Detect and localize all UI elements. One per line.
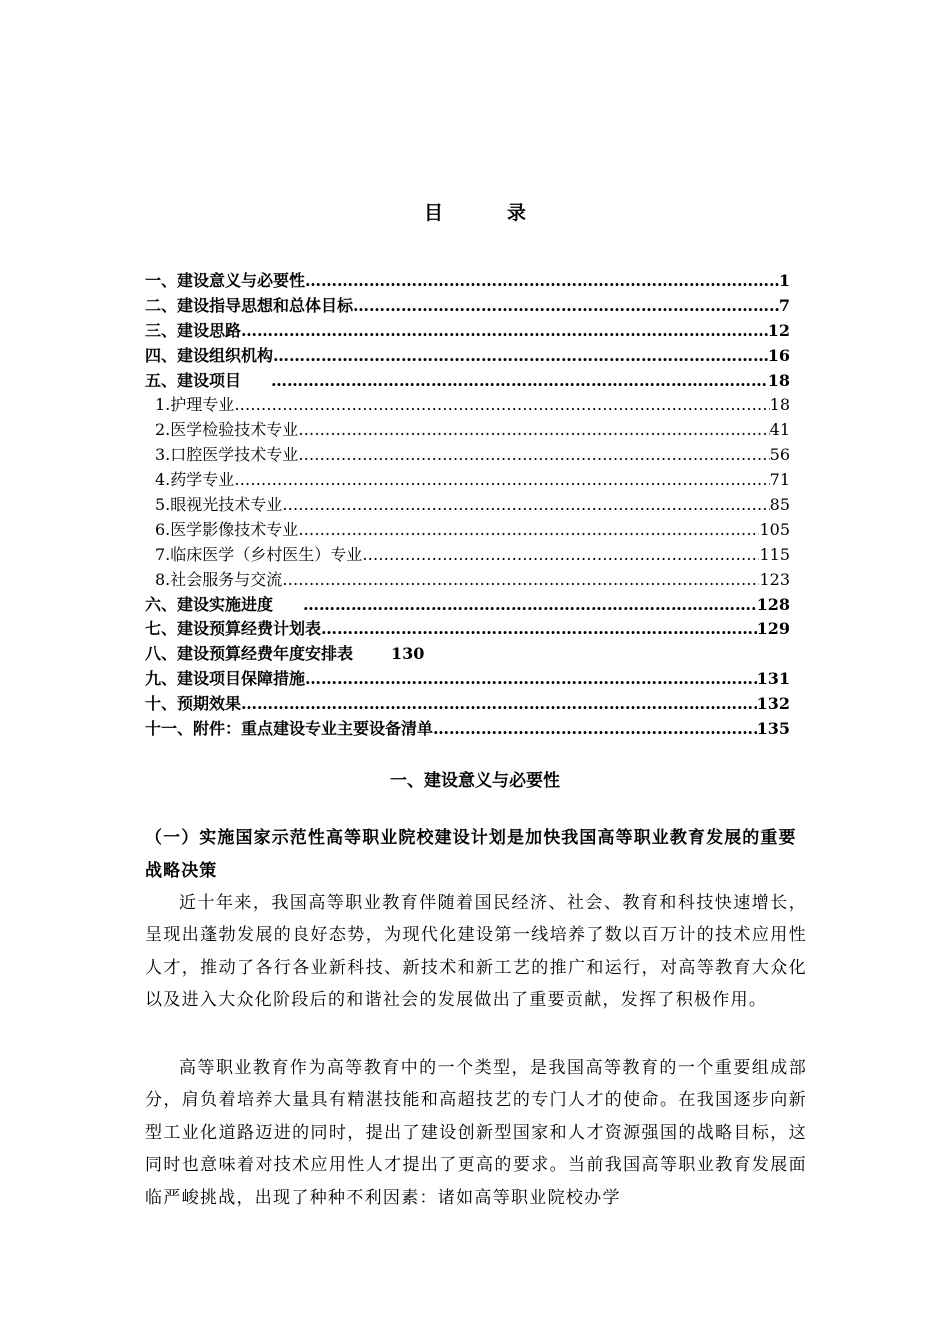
toc-entry[interactable] — [145, 667, 790, 692]
toc-leader-dots — [298, 518, 759, 543]
toc-title-char: 录 — [507, 202, 527, 224]
toc-subentry-number: 7. — [155, 544, 171, 564]
toc-entry-label: 社会服务与交流 — [170, 569, 283, 589]
body-paragraph: 近十年来，我国高等职业教育伴随着国民经济、社会、教育和科技快速增长，呈现出蓬勃发展的良好态势，为现代化建设第一线培养了数以百万计的技术应用性人才，推动了各行各业新科技、新技术和新工艺的推广和运行，对高等教育大众化以及进入大众化阶段后的和谐社会的发展做出了重要贡献，发挥了积极作用。 — [145, 893, 807, 1011]
toc-leader-dots — [273, 344, 768, 369]
toc-entry-page: 41 — [769, 420, 790, 440]
toc-entry[interactable] — [145, 319, 790, 344]
toc-entry-page: 71 — [769, 470, 790, 490]
toc-entry-label: 八、建设预算经费年度安排表 — [145, 644, 354, 664]
toc-leader-dots — [282, 493, 769, 518]
toc-entry-page: 18 — [767, 370, 790, 390]
toc-entry-label: 一、建设意义与必要性 — [145, 270, 306, 290]
toc-entry-label: 四、建设组织机构 — [145, 345, 274, 365]
toc-entry[interactable] — [145, 717, 790, 742]
body-paragraph: 高等职业教育作为高等教育中的一个类型，是我国高等教育的一个重要组成部分，肩负着培养大量具有精湛技能和高超技艺的专门人才的使命。在我国逐步向新型工业化道路迈进的同时，提出了建设创新型国家和人才资源强国的战略目标，这同时也意味着对技术应用性人才提出了更高的要求。当前我国高等职业教育发展面临严峻挑战，出现了种种不利因素：诸如高等职业院校办学 — [145, 1058, 807, 1208]
toc-subentry[interactable] — [145, 418, 790, 443]
toc-subentry[interactable] — [145, 493, 790, 518]
toc-subentry-number: 1. — [155, 395, 171, 415]
toc-subentry[interactable] — [145, 443, 790, 468]
toc-entry-page: 12 — [767, 320, 790, 340]
toc-entry-label: 二、建设指导思想和总体目标 — [145, 295, 354, 315]
toc-subentry[interactable] — [145, 568, 790, 593]
toc-entry[interactable] — [145, 294, 790, 319]
toc-entry-page: 85 — [769, 495, 790, 514]
toc-entry-page: 132 — [756, 694, 790, 714]
toc-leader-dots — [353, 294, 779, 319]
toc-leader-dots — [234, 393, 769, 418]
toc-leader-dots — [241, 319, 768, 344]
toc-title-char: 目 — [423, 202, 443, 224]
toc-entry-page: 16 — [767, 345, 790, 365]
toc-entry[interactable] — [145, 269, 790, 294]
toc-entry-page: 56 — [769, 445, 790, 465]
toc-leader-dots — [305, 269, 779, 294]
toc-leader-dots — [305, 667, 757, 692]
toc-leader-dots — [362, 543, 759, 568]
toc-entry-label: 十一、附件：重点建设专业主要设备清单 — [145, 719, 434, 739]
toc-entry[interactable] — [145, 344, 790, 369]
toc-entry-page: 105 — [759, 519, 790, 539]
toc-subentry[interactable] — [145, 518, 790, 543]
toc-leader-dots — [298, 443, 769, 468]
section-heading: 一、建设意义与必要性 — [390, 771, 560, 791]
toc-leader-dots — [234, 468, 769, 493]
toc-subentry-number: 3. — [155, 445, 171, 465]
toc-subentry-number: 2. — [155, 420, 171, 440]
toc-entry-label: 医学检验技术专业 — [170, 420, 299, 440]
toc-title — [0, 198, 950, 225]
toc-subentry-number: 5. — [155, 495, 171, 514]
toc-entry-page: 1 — [778, 270, 790, 290]
toc-leader-dots — [303, 593, 757, 618]
toc-entry[interactable] — [145, 593, 790, 618]
toc-entry-label: 十、预期效果 — [145, 694, 242, 714]
toc-entry-label: 三、建设思路 — [145, 320, 242, 340]
toc-entry-label: 临床医学（乡村医生）专业 — [170, 544, 363, 564]
toc-entry-label: 药学专业 — [170, 470, 235, 490]
toc-leader-dots — [282, 568, 759, 593]
toc-subentry[interactable] — [145, 393, 790, 418]
toc-entry-label: 五、建设项目 — [145, 370, 242, 390]
toc-subentry-number: 4. — [155, 470, 171, 490]
toc-entry-page: 128 — [756, 594, 790, 614]
toc-subentry-number: 6. — [155, 519, 171, 539]
toc-leader-dots — [321, 617, 757, 642]
toc-subentry[interactable] — [145, 543, 790, 568]
toc-entry-page: 135 — [756, 719, 790, 739]
toc-entry-page: 131 — [756, 669, 790, 689]
toc-subentry-number: 8. — [155, 569, 171, 589]
toc-entry-label: 护理专业 — [170, 395, 235, 415]
toc-entry-page: 130 — [391, 644, 425, 664]
toc-entry-page: 7 — [778, 295, 790, 315]
toc-entry-label: 九、建设项目保障措施 — [145, 669, 306, 689]
table-of-contents — [145, 269, 790, 742]
toc-entry-page: 18 — [769, 395, 790, 415]
toc-entry-page: 123 — [759, 569, 790, 589]
toc-subentry[interactable] — [145, 468, 790, 493]
subsection-heading: （一）实施国家示范性高等职业院校建设计划是加快我国高等职业教育发展的重要战略决策 — [145, 828, 797, 881]
toc-entry[interactable] — [145, 642, 790, 667]
toc-entry-page: 115 — [759, 544, 790, 564]
toc-entry-label: 口腔医学技术专业 — [170, 445, 299, 465]
toc-entry[interactable] — [145, 692, 790, 717]
toc-entry-label: 七、建设预算经费计划表 — [145, 619, 322, 639]
toc-entry-label: 医学影像技术专业 — [170, 519, 299, 539]
toc-entry-page: 129 — [756, 619, 790, 639]
toc-leader-dots — [298, 418, 769, 443]
toc-leader-dots — [271, 369, 768, 394]
toc-entry-label: 眼视光技术专业 — [170, 495, 283, 514]
toc-entry[interactable] — [145, 617, 790, 642]
toc-entry-label: 六、建设实施进度 — [145, 594, 274, 614]
toc-entry[interactable] — [145, 369, 790, 394]
toc-leader-dots — [241, 692, 757, 717]
toc-leader-dots — [433, 717, 757, 742]
